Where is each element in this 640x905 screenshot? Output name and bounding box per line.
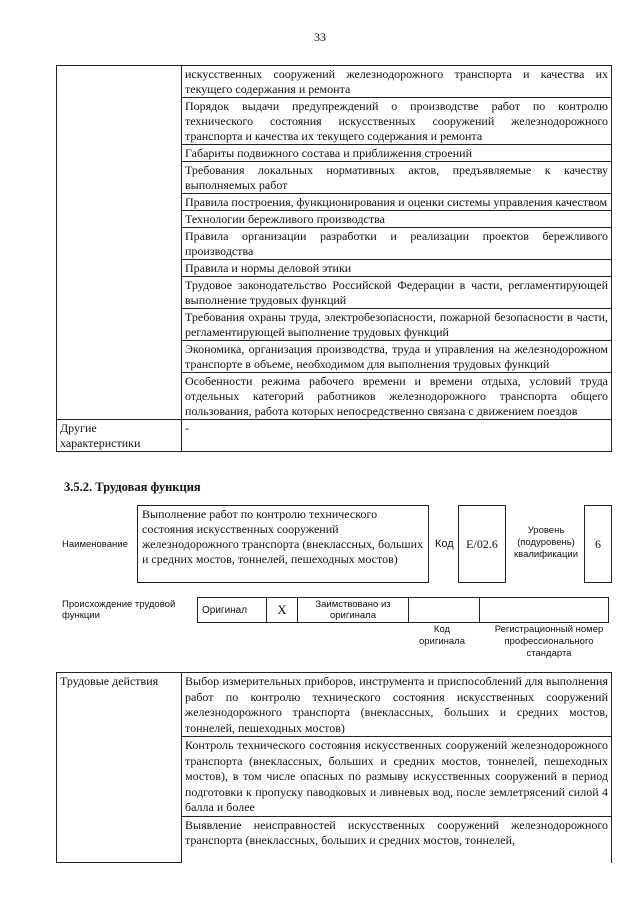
knowledge-item: Трудовое законодательство Российской Федерации в части, регламентирующей выполнение трудовых функций: [182, 277, 612, 309]
code-caption: Код оригинала: [418, 624, 465, 647]
knowledge-item: Экономика, организация производства, труда и управления на железнодорожном транспорте в объеме, необходимом для выполнения трудовых функций: [182, 341, 612, 373]
knowledge-item: Требования локальных нормативных актов, предъявляемые к качеству выполняемых работ: [182, 162, 612, 194]
page-number: 33: [314, 30, 326, 44]
origin-table: [197, 597, 609, 623]
level-label: Уровень (подуровень) квалификации: [513, 525, 579, 560]
table-row: [57, 66, 612, 98]
action-item: Выбор измерительных приборов, инструмента и приспособлений для выполнения работ по контролю технического состояния искусственных сооружений железнодорожного транспорта (внеклассных, больших и средних мостов, тоннелей, пешеходных мостов): [182, 673, 612, 737]
knowledge-item: Габариты подвижного состава и приближения строений: [182, 145, 612, 162]
knowledge-item: Правила построения, функционирования и оценки системы управления качеством: [182, 194, 612, 211]
original-mark: X: [267, 598, 298, 623]
other-characteristics-value: -: [182, 420, 612, 452]
code-value-box: E/02.6: [458, 505, 506, 583]
knowledge-item: Технологии бережливого производства: [182, 211, 612, 228]
knowledge-item: Особенности режима рабочего времени и времени отдыха, условий труда отдельных категорий работников железнодорожного транспорта общего пользования, работа которых непосредственно связана с движением поездов: [182, 373, 612, 420]
knowledge-item: Требования охраны труда, электробезопасности, пожарной безопасности в части, регламентирующей выполнение трудовых функций: [182, 309, 612, 341]
section-title: 3.5.2. Трудовая функция: [64, 480, 201, 494]
other-characteristics-label: Другие характеристики: [57, 420, 182, 452]
code-label: Код: [435, 538, 454, 550]
registration-number-cell: [480, 598, 609, 623]
registration-caption: Регистрационный номер профессионального стандарта: [494, 624, 604, 659]
name-label: Наименование: [62, 539, 128, 550]
knowledge-item: Правила и нормы деловой этики: [182, 260, 612, 277]
knowledge-item: искусственных сооружений железнодорожного транспорта и качества их текущего содержания и ремонта: [182, 66, 612, 98]
table-row: [198, 598, 609, 623]
table-row: [57, 420, 612, 452]
action-item: Выявление неисправностей искусственных сооружений железнодорожного транспорта (внеклассных, больших и средних мостов, тоннелей,: [182, 816, 612, 863]
level-value-box: 6: [584, 505, 612, 583]
knowledge-label-cell: [57, 66, 182, 420]
borrowed-cell: Заимствовано из оригинала: [298, 598, 409, 623]
origin-label: Происхождение трудовой функции: [62, 599, 176, 621]
action-item: Контроль технического состояния искусственных сооружений железнодорожного транспорта (внеклассных, больших и средних мостов, тоннелей, пешеходных мостов), в том числе опасных по размыву искусственных сооружений в период подготовки к пропуску паводковых и ливневых вод, после землетрясений силой 4 балла и более: [182, 737, 612, 817]
original-code-cell: [409, 598, 480, 623]
knowledge-item: Порядок выдачи предупреждений о производстве работ по контролю технического состояния искусственных сооружений железнодорожного транспорта и качества их текущего содержания и ремонта: [182, 98, 612, 145]
knowledge-item: Правила организации разработки и реализации проектов бережливого производства: [182, 228, 612, 260]
original-cell: Оригинал: [198, 598, 267, 623]
actions-label: Трудовые действия: [57, 673, 182, 863]
actions-table: [56, 672, 612, 863]
table-row: [57, 673, 612, 737]
knowledge-table: [56, 65, 612, 452]
function-name-box: Выполнение работ по контролю технического состояния искусственных сооружений железнодорожного транспорта (внеклассных, больших и средних мостов, тоннелей, пешеходных мостов): [137, 505, 429, 583]
